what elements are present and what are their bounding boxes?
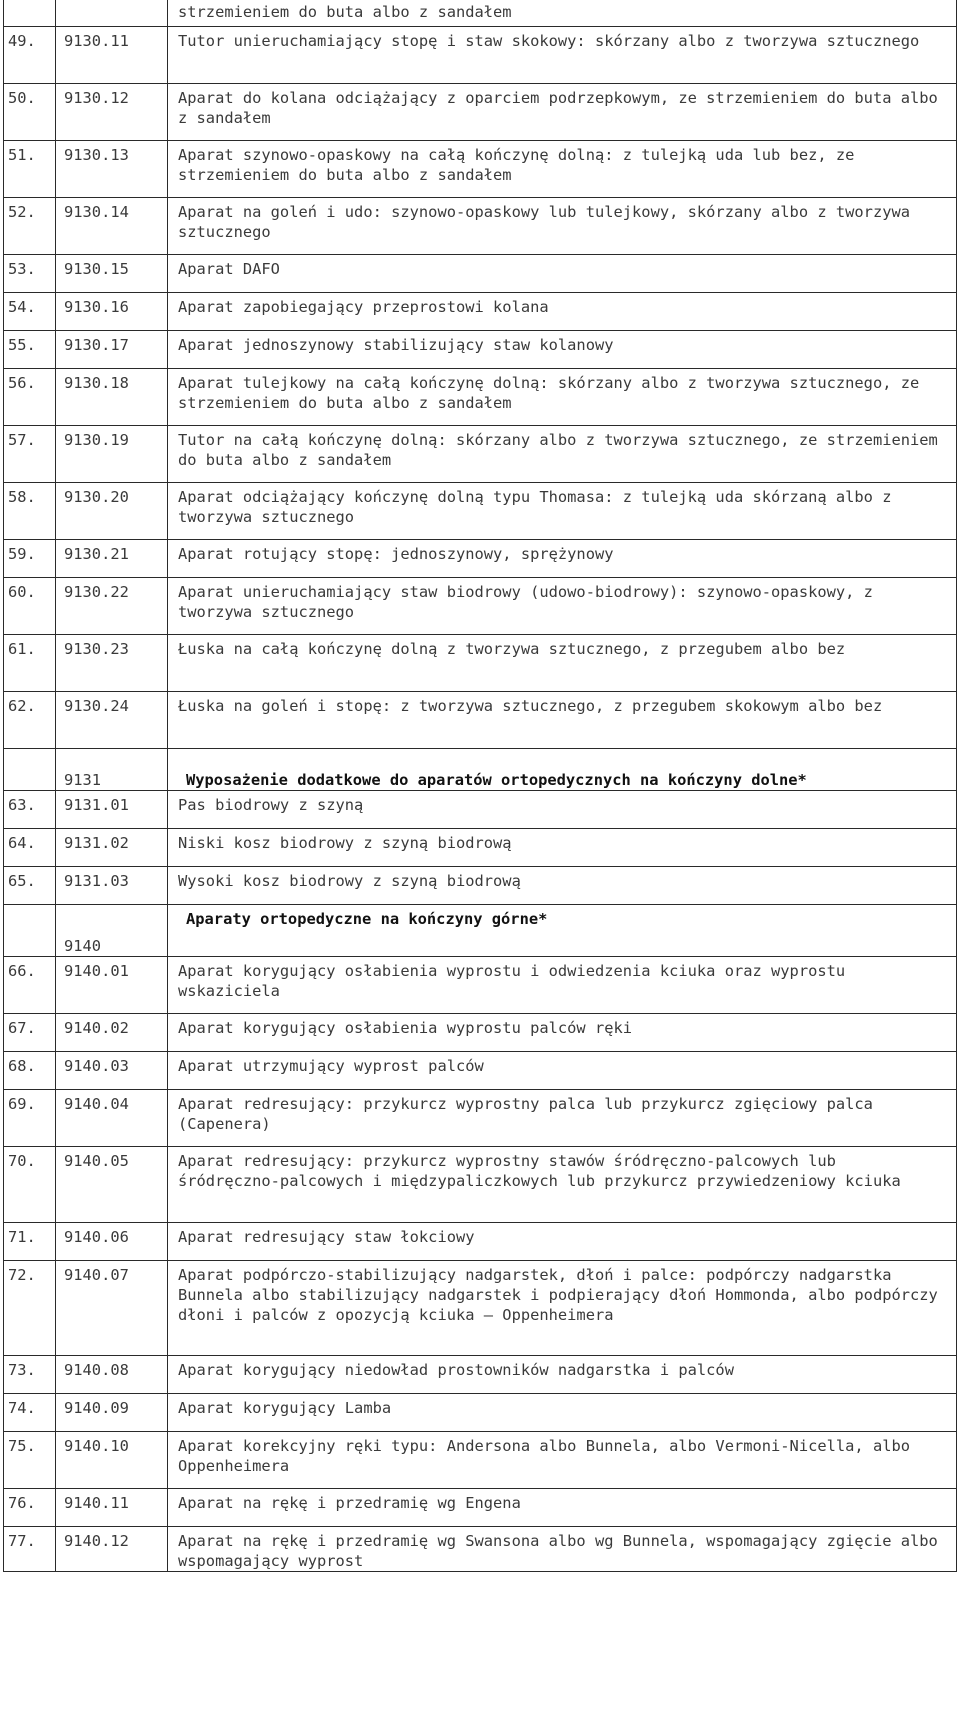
row-description: Aparat na rękę i przedramię wg Swansona albo wg Bunnela, wspomagający zgięcie albo wspomagający wyprost (168, 1527, 957, 1572)
row-code: 9140.07 (56, 1261, 168, 1356)
row-description: Aparat redresujący staw łokciowy (168, 1223, 957, 1261)
row-code: 9130.14 (56, 198, 168, 255)
table-row (4, 578, 957, 635)
row-code: 9130.13 (56, 141, 168, 198)
row-description: Aparat zapobiegający przeprostowi kolana (168, 293, 957, 331)
row-number: 53. (4, 255, 56, 293)
row-number: 58. (4, 483, 56, 540)
row-description: Tutor unieruchamiający stopę i staw skokowy: skórzany albo z tworzywa sztucznego (168, 27, 957, 84)
row-description: strzemieniem do buta albo z sandałem (168, 0, 957, 27)
row-number: 52. (4, 198, 56, 255)
table-row (4, 27, 957, 84)
row-description: Aparat do kolana odciążający z oparciem podrzepkowym, ze strzemieniem do buta albo z sandałem (168, 84, 957, 141)
row-description: Pas biodrowy z szyną (168, 791, 957, 829)
row-number: 57. (4, 426, 56, 483)
row-number: 50. (4, 84, 56, 141)
section-code: 9140 (56, 905, 168, 957)
row-description: Łuska na goleń i stopę: z tworzywa sztucznego, z przegubem skokowym albo bez (168, 692, 957, 749)
row-code: 9140.08 (56, 1356, 168, 1394)
row-number: 51. (4, 141, 56, 198)
row-description: Aparat redresujący: przykurcz wyprostny palca lub przykurcz zgięciowy palca (Capenera) (168, 1090, 957, 1147)
row-number: 72. (4, 1261, 56, 1356)
table-row (4, 1223, 957, 1261)
row-description: Aparat na goleń i udo: szynowo-opaskowy lub tulejkowy, skórzany albo z tworzywa sztucznego (168, 198, 957, 255)
table-row (4, 1014, 957, 1052)
row-code: 9130.15 (56, 255, 168, 293)
row-code: 9130.18 (56, 369, 168, 426)
section-title: Aparaty ortopedyczne na kończyny górne* (168, 905, 957, 957)
row-number: 49. (4, 27, 56, 84)
row-code: 9130.22 (56, 578, 168, 635)
table-row (4, 255, 957, 293)
table-row (4, 426, 957, 483)
row-description: Wysoki kosz biodrowy z szyną biodrową (168, 867, 957, 905)
row-code: 9131.01 (56, 791, 168, 829)
row-code: 9140.06 (56, 1223, 168, 1261)
row-code: 9130.24 (56, 692, 168, 749)
row-code: 9130.17 (56, 331, 168, 369)
table-row (4, 1394, 957, 1432)
row-description: Aparat podpórczo-stabilizujący nadgarstek, dłoń i palce: podpórczy nadgarstka Bunnela albo stabilizujący nadgarstek i podpierający dłoń Hommonda, albo podpórczy dłoni i palców z opozycją kciuka – Oppenheimera (168, 1261, 957, 1356)
orthopedic-devices-table (3, 0, 957, 1572)
row-description: Aparat DAFO (168, 255, 957, 293)
row-number: 63. (4, 791, 56, 829)
table-row (4, 692, 957, 749)
row-description: Aparat korygujący Lamba (168, 1394, 957, 1432)
row-description: Aparat utrzymujący wyprost palców (168, 1052, 957, 1090)
row-number: 67. (4, 1014, 56, 1052)
row-number: 54. (4, 293, 56, 331)
row-code: 9130.16 (56, 293, 168, 331)
row-code: 9140.01 (56, 957, 168, 1014)
row-code: 9131.02 (56, 829, 168, 867)
table-row (4, 1261, 957, 1356)
row-code: 9140.12 (56, 1527, 168, 1572)
row-code (56, 0, 168, 27)
table-row (4, 198, 957, 255)
row-description: Aparat jednoszynowy stabilizujący staw kolanowy (168, 331, 957, 369)
table-row (4, 1432, 957, 1489)
table-row (4, 957, 957, 1014)
section-header-row (4, 905, 957, 957)
section-number-cell (4, 749, 56, 791)
row-description: Aparat redresujący: przykurcz wyprostny stawów śródręczno-palcowych lub śródręczno-palcowych i międzypaliczkowych lub przykurcz przywiedzeniowy kciuka (168, 1147, 957, 1223)
row-description: Aparat na rękę i przedramię wg Engena (168, 1489, 957, 1527)
table-row (4, 540, 957, 578)
row-code: 9131.03 (56, 867, 168, 905)
row-code: 9140.09 (56, 1394, 168, 1432)
row-code: 9140.05 (56, 1147, 168, 1223)
row-number: 76. (4, 1489, 56, 1527)
row-description: Aparat korekcyjny ręki typu: Andersona albo Bunnela, albo Vermoni-Nicella, albo Oppenheimera (168, 1432, 957, 1489)
table-row-continuation (4, 0, 957, 27)
table-row (4, 1090, 957, 1147)
row-description: Aparat korygujący niedowład prostowników nadgarstka i palców (168, 1356, 957, 1394)
row-description: Aparat unieruchamiający staw biodrowy (udowo-biodrowy): szynowo-opaskowy, z tworzywa sztucznego (168, 578, 957, 635)
table-row (4, 1489, 957, 1527)
row-number: 60. (4, 578, 56, 635)
row-code: 9140.11 (56, 1489, 168, 1527)
section-header-row (4, 749, 957, 791)
row-number: 56. (4, 369, 56, 426)
row-number: 65. (4, 867, 56, 905)
table-row (4, 791, 957, 829)
row-number: 69. (4, 1090, 56, 1147)
table-row (4, 829, 957, 867)
row-code: 9130.23 (56, 635, 168, 692)
table-row (4, 369, 957, 426)
row-code: 9140.04 (56, 1090, 168, 1147)
table-row (4, 293, 957, 331)
row-number: 77. (4, 1527, 56, 1572)
row-description: Niski kosz biodrowy z szyną biodrową (168, 829, 957, 867)
row-code: 9140.10 (56, 1432, 168, 1489)
table-row (4, 1147, 957, 1223)
row-description: Aparat odciążający kończynę dolną typu Thomasa: z tulejką uda skórzaną albo z tworzywa sztucznego (168, 483, 957, 540)
row-number: 59. (4, 540, 56, 578)
row-code: 9140.03 (56, 1052, 168, 1090)
row-code: 9130.20 (56, 483, 168, 540)
row-number: 61. (4, 635, 56, 692)
row-number: 68. (4, 1052, 56, 1090)
row-number: 71. (4, 1223, 56, 1261)
table-row (4, 867, 957, 905)
table-row (4, 141, 957, 198)
row-number: 73. (4, 1356, 56, 1394)
table-row (4, 1356, 957, 1394)
row-description: Aparat szynowo-opaskowy na całą kończynę dolną: z tulejką uda lub bez, ze strzemieniem do buta albo z sandałem (168, 141, 957, 198)
table-row (4, 1527, 957, 1572)
row-code: 9130.21 (56, 540, 168, 578)
table-row (4, 635, 957, 692)
table-row (4, 84, 957, 141)
table-row (4, 331, 957, 369)
row-description: Aparat tulejkowy na całą kończynę dolną: skórzany albo z tworzywa sztucznego, ze strzemieniem do buta albo z sandałem (168, 369, 957, 426)
row-number: 74. (4, 1394, 56, 1432)
section-number-cell (4, 905, 56, 957)
row-description: Aparat korygujący osłabienia wyprostu palców ręki (168, 1014, 957, 1052)
row-code: 9130.19 (56, 426, 168, 483)
table-row (4, 1052, 957, 1090)
row-description: Tutor na całą kończynę dolną: skórzany albo z tworzywa sztucznego, ze strzemieniem do buta albo z sandałem (168, 426, 957, 483)
row-number: 66. (4, 957, 56, 1014)
table-row (4, 483, 957, 540)
row-number: 62. (4, 692, 56, 749)
row-number: 55. (4, 331, 56, 369)
row-number: 64. (4, 829, 56, 867)
row-description: Aparat korygujący osłabienia wyprostu i odwiedzenia kciuka oraz wyprostu wskaziciela (168, 957, 957, 1014)
row-number: 75. (4, 1432, 56, 1489)
section-code: 9131 (56, 749, 168, 791)
row-number: 70. (4, 1147, 56, 1223)
row-code: 9130.11 (56, 27, 168, 84)
row-description: Aparat rotujący stopę: jednoszynowy, sprężynowy (168, 540, 957, 578)
row-code: 9140.02 (56, 1014, 168, 1052)
row-code: 9130.12 (56, 84, 168, 141)
row-description: Łuska na całą kończynę dolną z tworzywa sztucznego, z przegubem albo bez (168, 635, 957, 692)
row-number (4, 0, 56, 27)
section-title: Wyposażenie dodatkowe do aparatów ortopedycznych na kończyny dolne* (168, 749, 957, 791)
